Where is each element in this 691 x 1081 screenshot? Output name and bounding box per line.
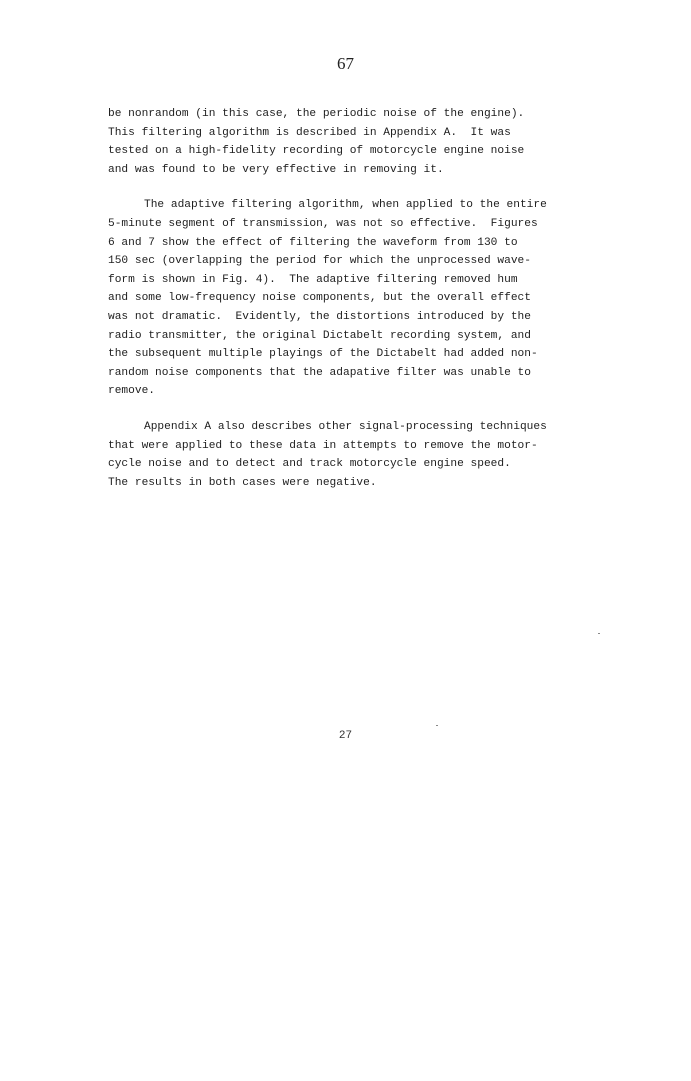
text-line: The results in both cases were negative. bbox=[108, 476, 377, 489]
text-line: 5-minute segment of transmission, was not so effective. Figures bbox=[108, 217, 538, 230]
page-number-bottom: 27 bbox=[338, 730, 353, 742]
text-line: remove. bbox=[108, 385, 155, 398]
text-line: that were applied to these data in attempts to remove the motor- bbox=[108, 439, 538, 452]
text-line: be nonrandom (in this case, the periodic noise of the engine). bbox=[108, 108, 525, 120]
page-number-top: 67 bbox=[337, 54, 354, 73]
text-line: This filtering algorithm is described in Appendix A. It was bbox=[108, 126, 511, 139]
text-line: was not dramatic. Evidently, the distortions introduced by the bbox=[108, 310, 531, 323]
text-line: the subsequent multiple playings of the Dictabelt had added non- bbox=[108, 348, 538, 361]
text-line: radio transmitter, the original Dictabelt recording system, and bbox=[108, 329, 531, 342]
text-line: cycle noise and to detect and track motorcycle engine speed. bbox=[108, 458, 511, 471]
text-line: 6 and 7 show the effect of filtering the waveform from 130 to bbox=[108, 236, 518, 249]
paragraph bbox=[108, 105, 588, 179]
paragraph bbox=[108, 418, 588, 492]
paragraph bbox=[108, 196, 588, 401]
text-line: and some low-frequency noise components, but the overall effect bbox=[108, 292, 531, 305]
text-line: form is shown in Fig. 4). The adaptive filtering removed hum bbox=[108, 273, 518, 286]
body-text bbox=[108, 105, 588, 509]
text-line: random noise components that the adapative filter was unable to bbox=[108, 366, 531, 379]
text-line: 150 sec (overlapping the period for which the unprocessed wave- bbox=[108, 255, 531, 268]
text-line: The adaptive filtering algorithm, when applied to the entire bbox=[144, 199, 547, 212]
scan-speck bbox=[598, 633, 600, 634]
text-line: and was found to be very effective in removing it. bbox=[108, 163, 444, 176]
text-line: tested on a high-fidelity recording of motorcycle engine noise bbox=[108, 145, 525, 158]
text-line: Appendix A also describes other signal-processing techniques bbox=[144, 420, 547, 433]
scan-speck bbox=[436, 725, 438, 726]
